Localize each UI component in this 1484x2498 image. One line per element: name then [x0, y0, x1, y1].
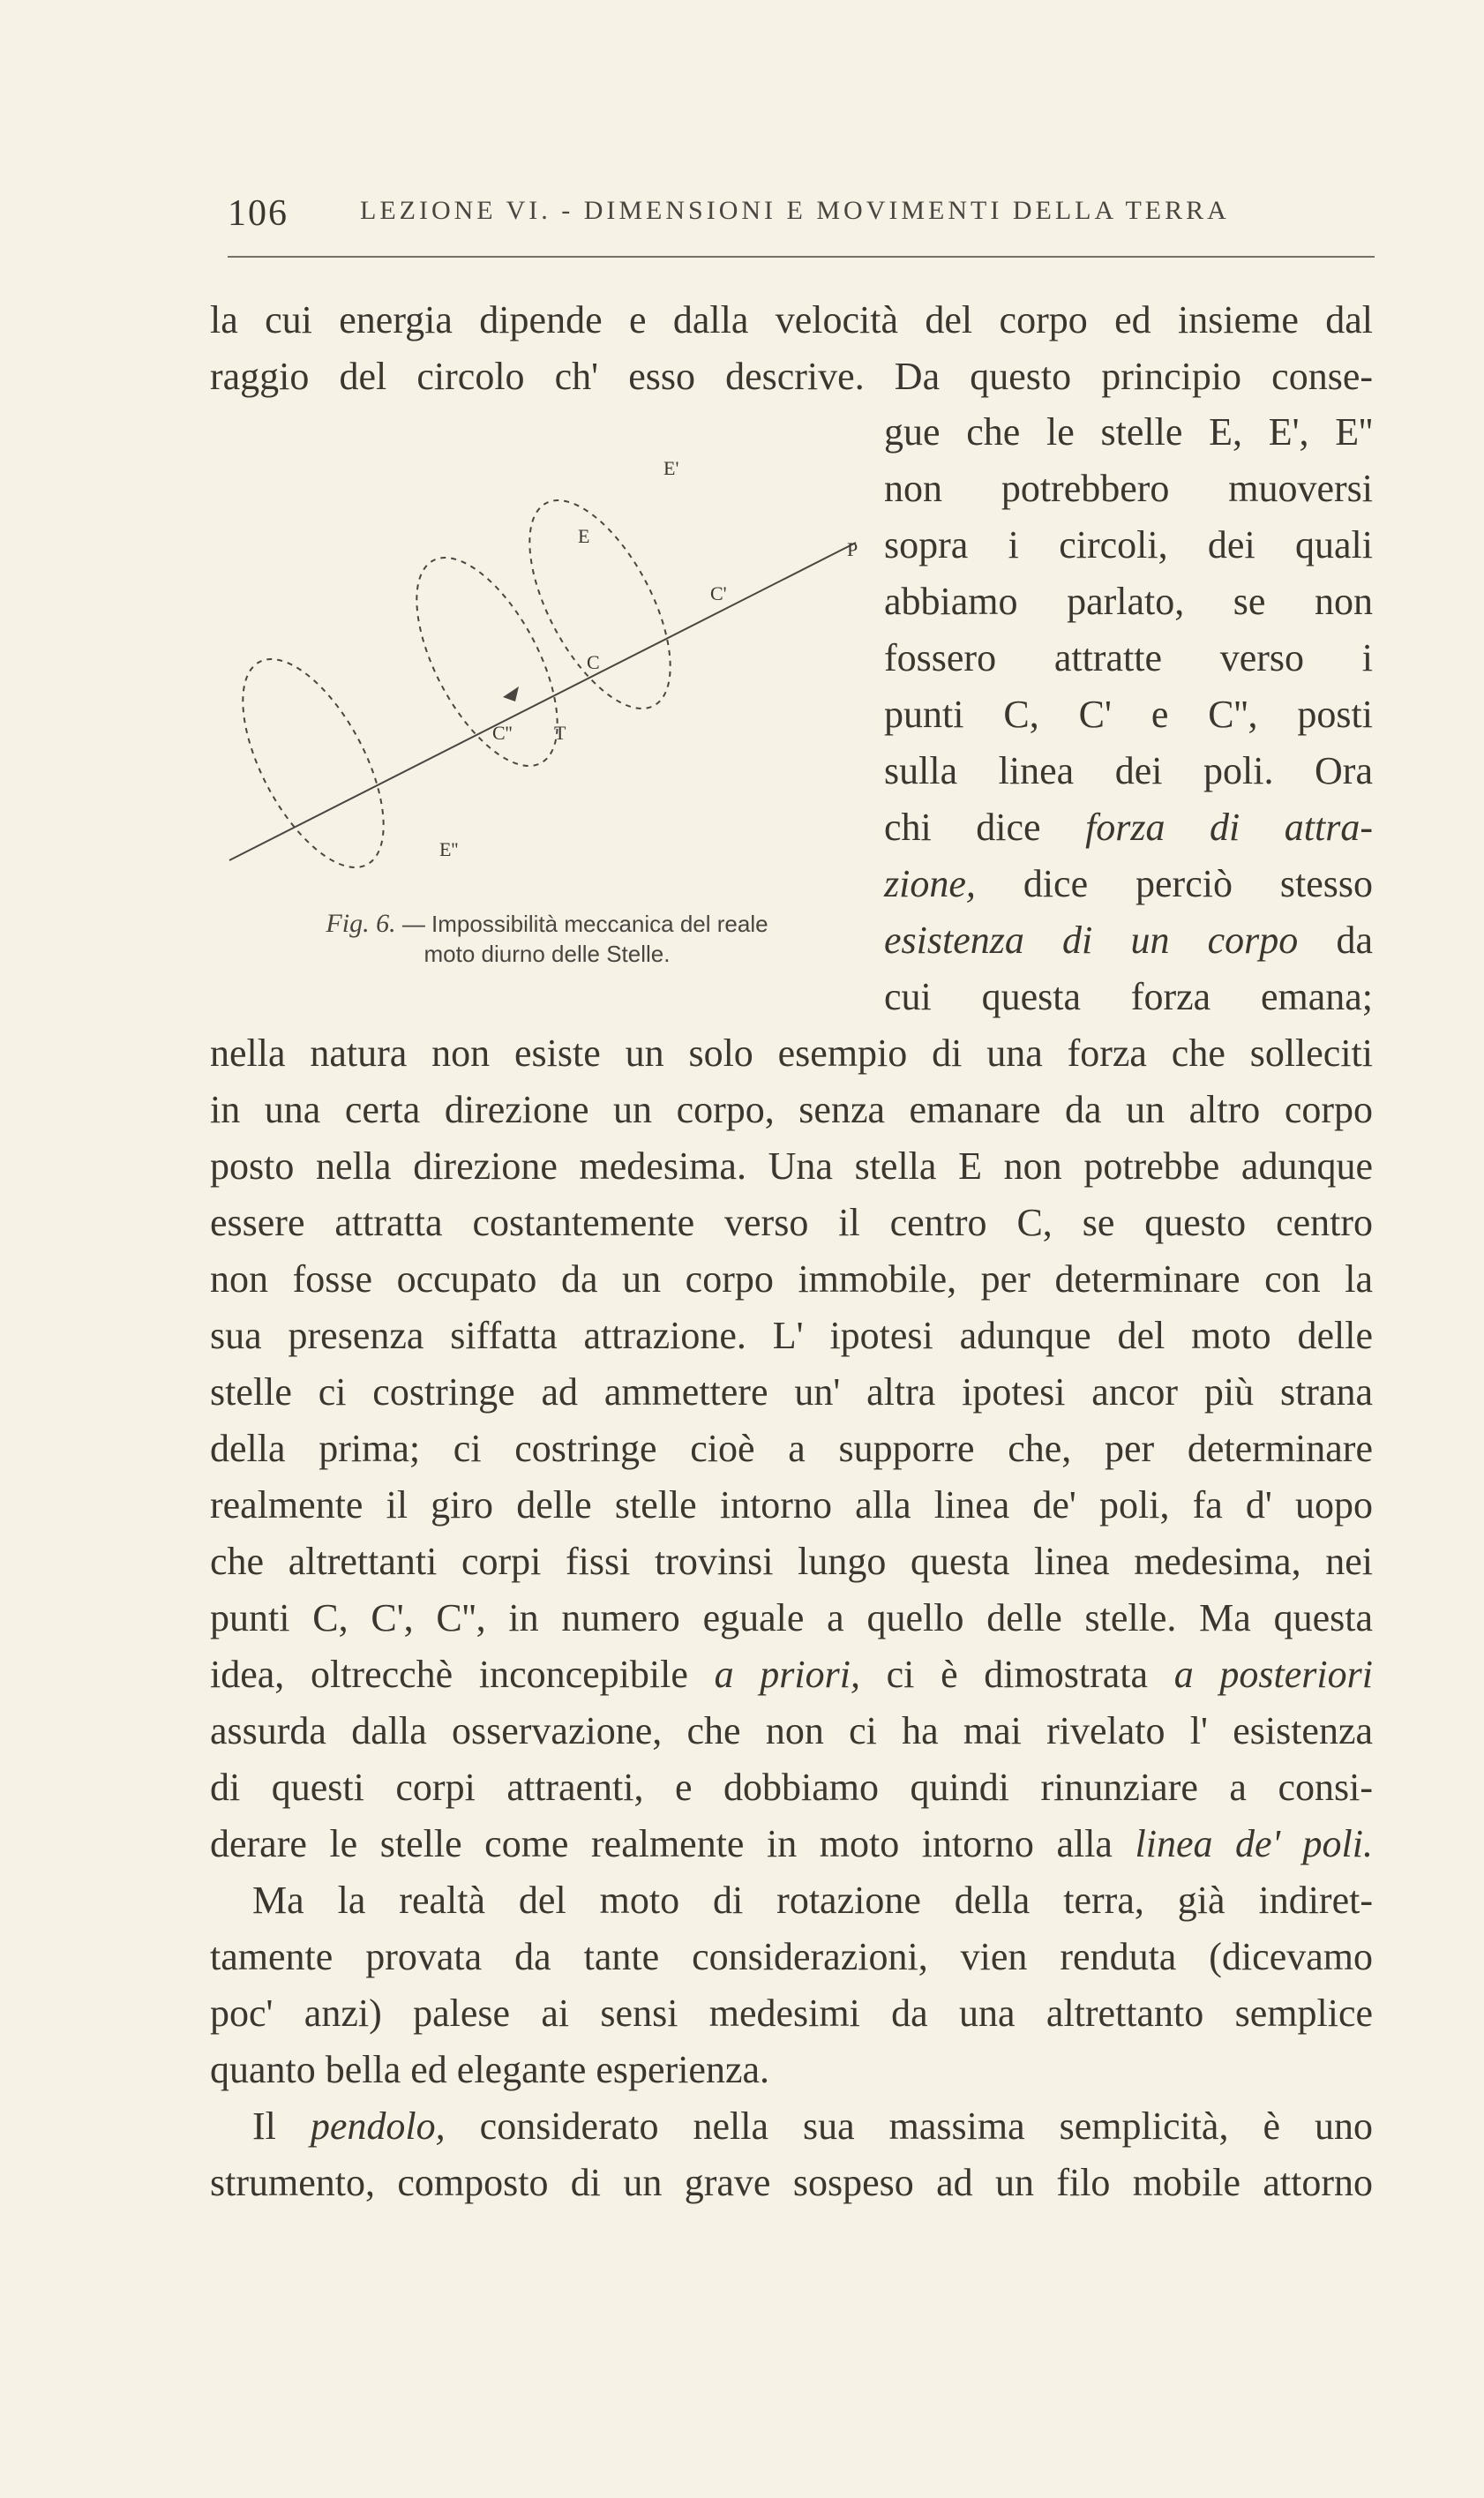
text-line: della prima; ci costringe cioè a supporre che, per determinare [210, 1427, 1373, 1470]
italic-phrase: esistenza di un corpo [884, 919, 1299, 962]
label-e-prime: E' [663, 459, 679, 479]
caption-text: — Impossibilità meccanica del reale moto diurno delle Stelle. [401, 911, 768, 967]
page-number: 106 [228, 193, 289, 234]
text-line: di questi corpi attraenti, e dobbiamo quindi rinunziare a consi- [210, 1766, 1373, 1809]
label-c-second: C'' [492, 722, 513, 744]
text-line: posto nella direzione medesima. Una stella E non potrebbe adunque [210, 1144, 1373, 1188]
caption-prefix: Fig. 6. [326, 909, 396, 938]
text-line: sopra i circoli, dei quali [884, 523, 1373, 566]
text-line: fossero attratte verso i [884, 636, 1373, 679]
text-line: assurda dalla osservazione, che non ci ha mai rivelato l' esistenza [210, 1709, 1373, 1752]
text-line: che altrettanti corpi fissi trovinsi lungo questa linea medesima, nei [210, 1540, 1373, 1583]
text-line: abbiamo parlato, se non [884, 580, 1373, 623]
text-line: sulla linea dei poli. Ora [884, 749, 1373, 792]
text-line: zione, dice perciò stesso [884, 862, 1373, 905]
text-line: esistenza di un corpo da [884, 919, 1373, 962]
header-rule [228, 256, 1375, 258]
label-c-prime: C' [710, 582, 727, 604]
text-line: non fosse occupato da un corpo immobile, per determinare con la [210, 1257, 1373, 1301]
label-e: E [578, 525, 590, 547]
text-line: quanto bella ed elegante esperienza. [210, 2048, 770, 2091]
label-p: P [847, 538, 858, 560]
label-t: T [554, 722, 566, 744]
text-line: strumento, composto di un grave sospeso ad un filo mobile attorno [210, 2161, 1373, 2204]
text-line: la cui energia dipende e dalla velocità del corpo ed insieme dal [210, 298, 1373, 341]
italic-phrase: zione, [884, 862, 976, 905]
figure-caption [318, 909, 776, 969]
text-line: poc' anzi) palese ai sensi medesimi da una altrettanto semplice [210, 1992, 1373, 2035]
rotation-diagram [221, 459, 865, 900]
text-line: Il pendolo, considerato nella sua massima semplicità, è uno [252, 2104, 1373, 2148]
text-line: sua presenza siffatta attrazione. L' ipotesi adunque del moto delle [210, 1314, 1373, 1357]
text-line: stelle ci costringe ad ammettere un' altra ipotesi ancor più strana [210, 1370, 1373, 1414]
orbit-middle [388, 536, 586, 787]
running-title: LEZIONE VI. - DIMENSIONI E MOVIMENTI DELLA TERRA [360, 196, 1230, 225]
italic-phrase: a posteriori [1173, 1653, 1373, 1696]
pole-line [229, 543, 856, 860]
italic-phrase: linea de' poli. [1135, 1822, 1373, 1865]
italic-phrase: pendolo, [310, 2104, 446, 2148]
text-line: essere attratta costantemente verso il centro C, se questo centro [210, 1201, 1373, 1244]
arrow-icon [503, 686, 519, 701]
figure-6 [221, 459, 865, 900]
italic-phrase: a priori, [714, 1653, 860, 1696]
text-line: gue che le stelle E, E', E'' [884, 410, 1373, 454]
orbit-upper [501, 479, 699, 730]
label-e-second: E'' [439, 838, 459, 860]
text-line: derare le stelle come realmente in moto intorno alla linea de' poli. [210, 1822, 1373, 1865]
text-line: Ma la realtà del moto di rotazione della terra, già indiret- [252, 1879, 1373, 1922]
text-line: punti C, C', C'', in numero eguale a quello delle stelle. Ma questa [210, 1596, 1373, 1639]
text-line: non potrebbero muoversi [884, 467, 1373, 510]
text-line: tamente provata da tante considerazioni, vien renduta (dicevamo [210, 1935, 1373, 1978]
text-line: chi dice forza di attra- [884, 806, 1373, 849]
text-line: idea, oltrecchè inconcepibile a priori, ci è dimostrata a posteriori [210, 1653, 1373, 1696]
text-line: realmente il giro delle stelle intorno alla linea de' poli, fa d' uopo [210, 1483, 1373, 1527]
text-line: in una certa direzione un corpo, senza emanare da un altro corpo [210, 1088, 1373, 1131]
text-line: punti C, C' e C'', posti [884, 693, 1373, 736]
text-line: cui questa forza emana; [884, 975, 1373, 1018]
page-header [228, 192, 1375, 245]
label-c: C [587, 651, 600, 673]
text-line: nella natura non esiste un solo esempio di una forza che solleciti [210, 1031, 1373, 1075]
italic-phrase: forza di attra- [1085, 806, 1373, 849]
text-line: raggio del circolo ch' esso descrive. Da questo principio conse- [210, 355, 1373, 398]
